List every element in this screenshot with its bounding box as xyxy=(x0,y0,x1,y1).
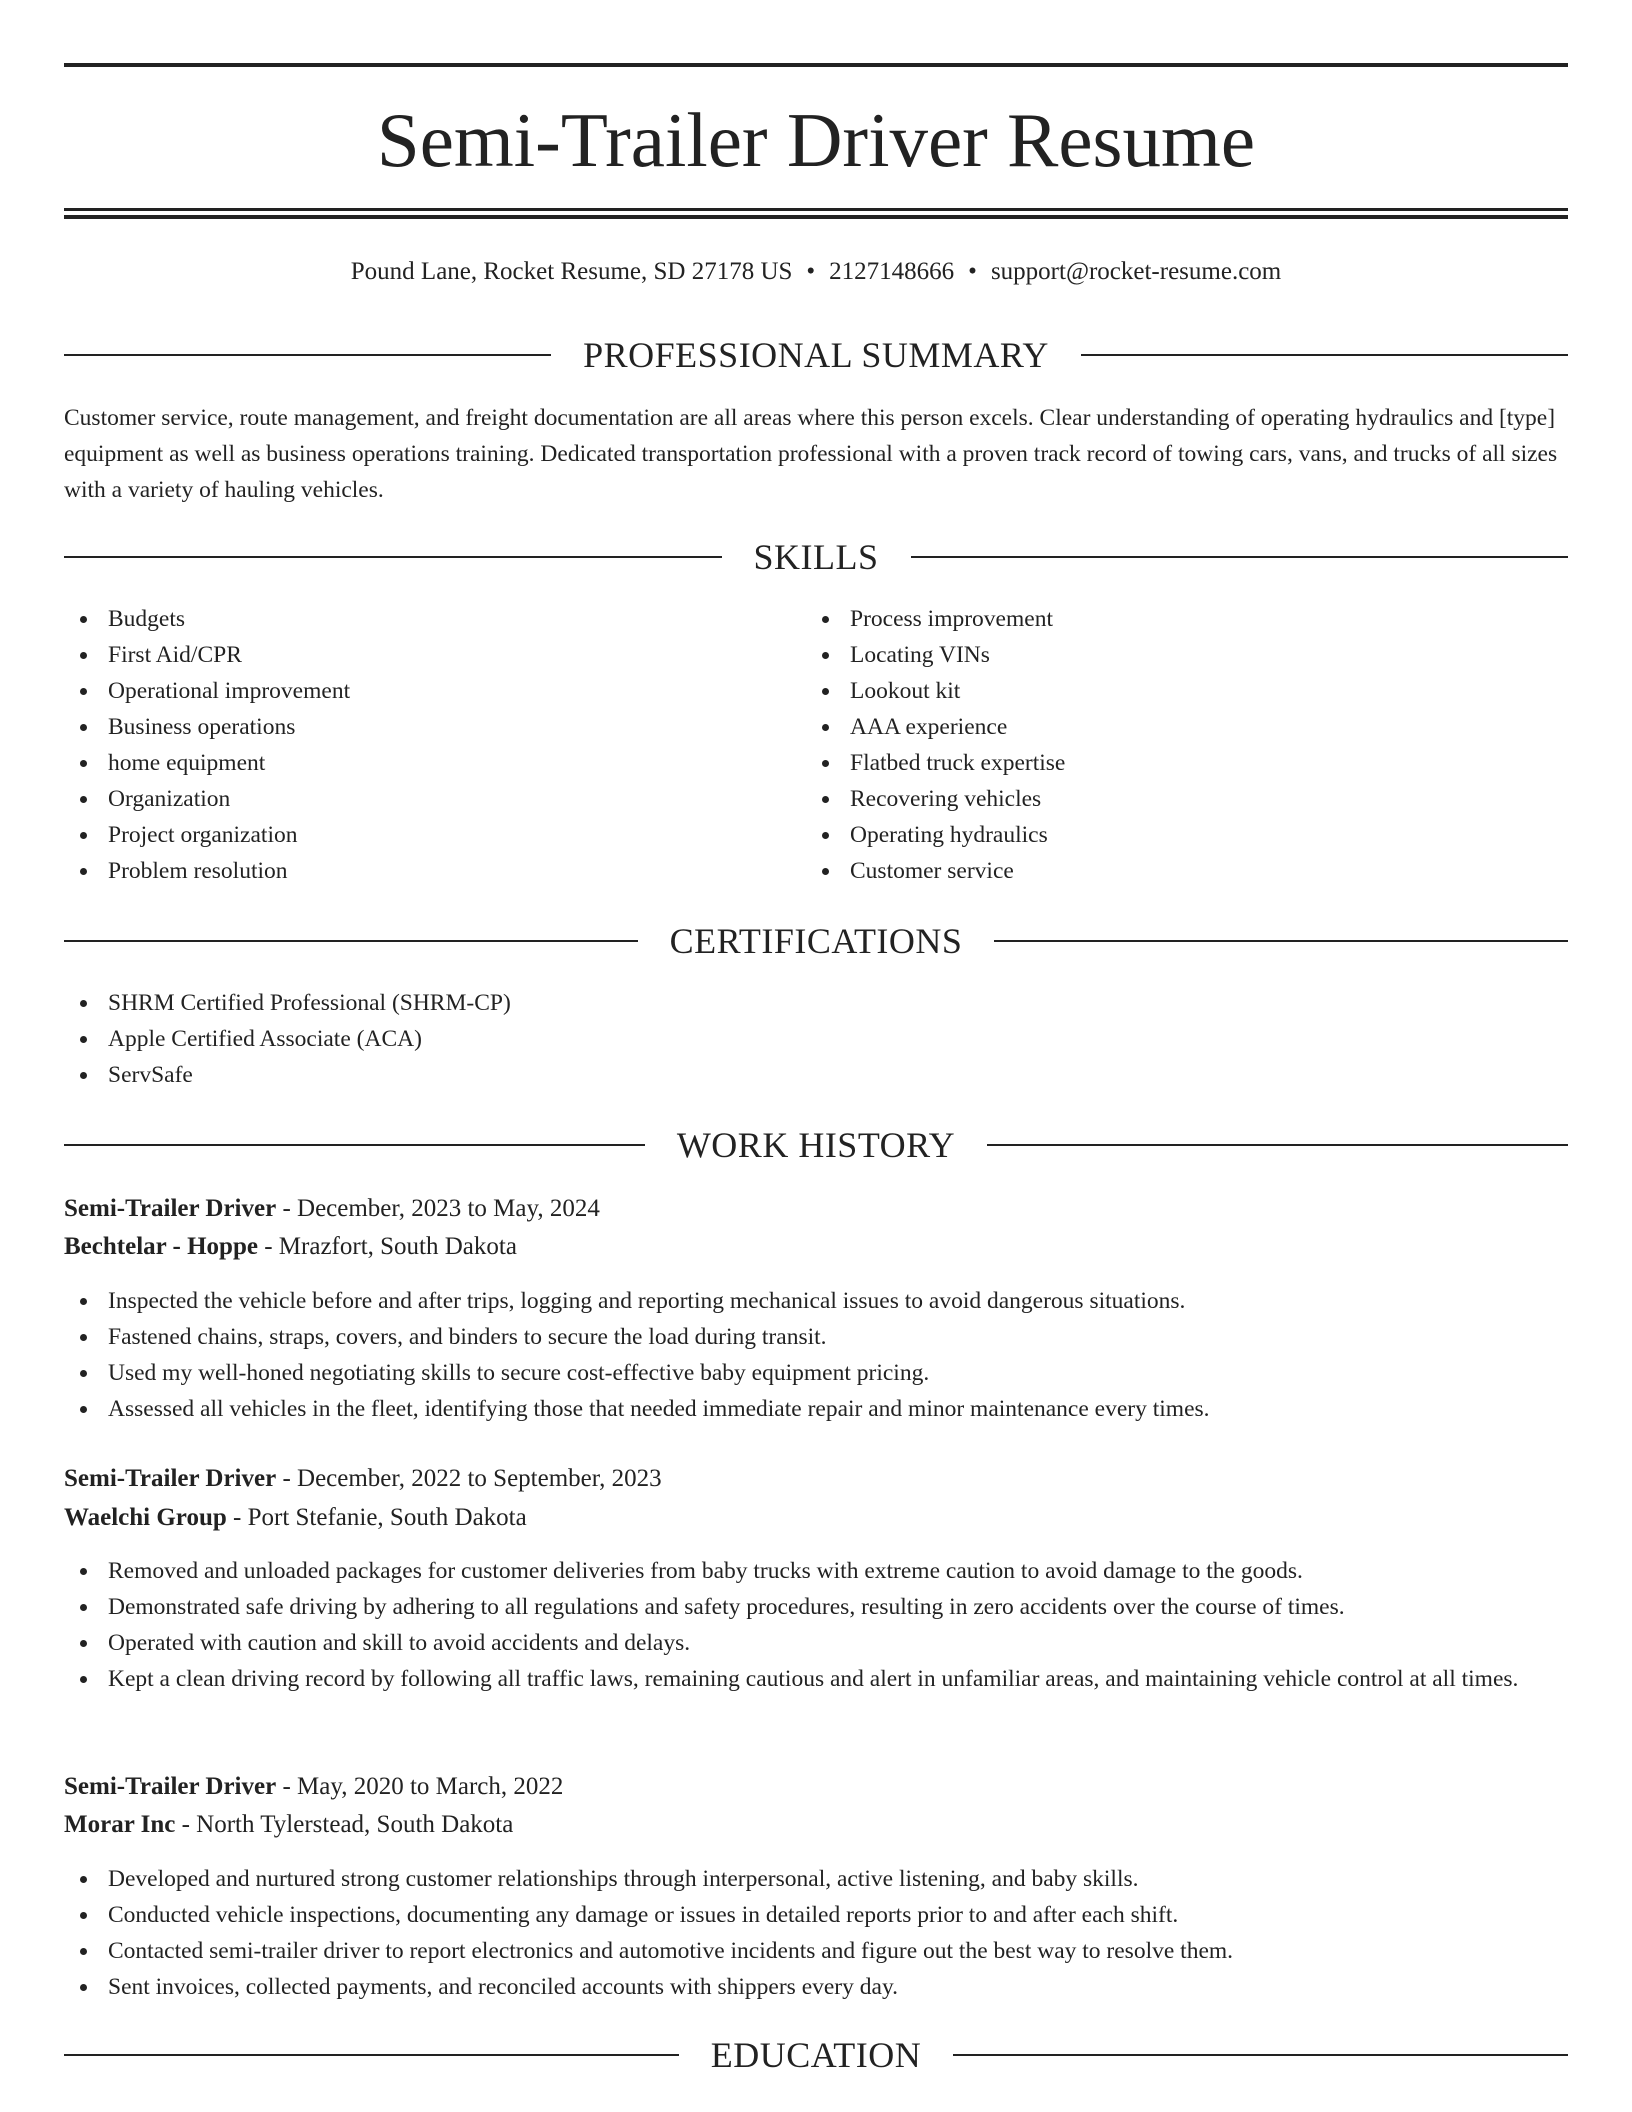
certification-item: Apple Certified Associate (ACA) xyxy=(64,1021,1568,1057)
skill-item: Customer service xyxy=(806,853,1566,889)
heading-rule xyxy=(64,940,638,942)
skill-item: AAA experience xyxy=(806,709,1566,745)
top-rule xyxy=(64,63,1568,67)
skill-item: Operating hydraulics xyxy=(806,817,1566,853)
job-location: - North Tylerstead, South Dakota xyxy=(175,1811,514,1838)
job-title: Semi-Trailer Driver xyxy=(64,1465,277,1492)
job-bullet: Demonstrated safe driving by adhering to all regulations and safety procedures, resulting in zero accidents over the course of times. xyxy=(64,1589,1568,1625)
skill-item: Locating VINs xyxy=(806,637,1566,673)
heading-rule xyxy=(64,354,551,356)
title-rule-lower xyxy=(64,215,1568,219)
section-title: EDUCATION xyxy=(710,2035,922,2075)
section-heading-education xyxy=(64,2032,1568,2078)
job-company-line xyxy=(64,1228,1568,1266)
job-bullet: Developed and nurtured strong customer relationships through interpersonal, active listening, and baby skills. xyxy=(64,1861,1568,1897)
job-bullet: Assessed all vehicles in the fleet, identifying those that needed immediate repair and minor maintenance every times. xyxy=(64,1391,1568,1427)
job-bullets xyxy=(64,1553,1568,1697)
job-dates: - December, 2022 to September, 2023 xyxy=(276,1465,662,1492)
heading-rule xyxy=(953,2054,1568,2056)
contact-separator: • xyxy=(968,258,977,285)
section-heading-summary xyxy=(64,332,1568,378)
skills-list-left xyxy=(64,601,804,889)
certification-item: SHRM Certified Professional (SHRM-CP) xyxy=(64,985,1568,1021)
contact-phone: 2127148666 xyxy=(829,258,955,285)
skill-item: Business operations xyxy=(64,709,804,745)
job-bullet: Contacted semi-trailer driver to report electronics and automotive incidents and figure out the best way to resolve them. xyxy=(64,1933,1568,1969)
skill-item: Problem resolution xyxy=(64,853,804,889)
skill-item: Recovering vehicles xyxy=(806,781,1566,817)
skill-item: Project organization xyxy=(64,817,804,853)
section-heading-skills xyxy=(64,534,1568,580)
title-rule-upper xyxy=(64,208,1568,211)
skill-item: Lookout kit xyxy=(806,673,1566,709)
skill-item: Budgets xyxy=(64,601,804,637)
section-heading-certifications xyxy=(64,918,1568,964)
section-title: WORK HISTORY xyxy=(676,1125,956,1165)
job-bullets xyxy=(64,1861,1568,2005)
job-company: Morar Inc xyxy=(64,1811,176,1838)
heading-rule xyxy=(64,556,722,558)
contact-line xyxy=(64,254,1568,290)
job-title-line xyxy=(64,1460,1568,1498)
job-bullet: Sent invoices, collected payments, and reconciled accounts with shippers every day. xyxy=(64,1969,1568,2005)
contact-email: support@rocket-resume.com xyxy=(990,258,1282,285)
skill-item: First Aid/CPR xyxy=(64,637,804,673)
heading-rule xyxy=(994,940,1568,942)
job-bullet: Used my well-honed negotiating skills to secure cost-effective baby equipment pricing. xyxy=(64,1355,1568,1391)
section-heading-work-history xyxy=(64,1122,1568,1168)
skill-item: Organization xyxy=(64,781,804,817)
certifications-list xyxy=(64,985,1568,1093)
job-bullet: Conducted vehicle inspections, documenting any damage or issues in detailed reports prior to and after each shift. xyxy=(64,1897,1568,1933)
heading-rule xyxy=(1081,354,1568,356)
heading-rule xyxy=(64,1144,645,1146)
job-company-line xyxy=(64,1499,1568,1537)
job-bullet: Fastened chains, straps, covers, and binders to secure the load during transit. xyxy=(64,1319,1568,1355)
job-company: Waelchi Group xyxy=(64,1504,227,1531)
job-company: Bechtelar - Hoppe xyxy=(64,1233,258,1260)
job-title-line xyxy=(64,1768,1568,1806)
skills-list-right xyxy=(806,601,1566,889)
job-location: - Port Stefanie, South Dakota xyxy=(226,1504,527,1531)
job-bullet: Kept a clean driving record by following all traffic laws, remaining cautious and alert in unfamiliar areas, and maintaining vehicle control at all times. xyxy=(64,1661,1568,1697)
skill-item: Flatbed truck expertise xyxy=(806,745,1566,781)
job-dates: - May, 2020 to March, 2022 xyxy=(276,1773,564,1800)
certification-item: ServSafe xyxy=(64,1057,1568,1093)
job-location: - Mrazfort, South Dakota xyxy=(257,1233,517,1260)
heading-rule xyxy=(64,2054,679,2056)
job-bullets xyxy=(64,1283,1568,1427)
skill-item: Operational improvement xyxy=(64,673,804,709)
section-title: SKILLS xyxy=(753,537,879,577)
summary-text: Customer service, route management, and freight documentation are all areas where this person excels. Clear understanding of operating hydraulics and [type] equipment as well as business operations training. Dedicated transportation professional with a proven track record of towing cars, vans, and trucks of all sizes with a variety of hauling vehicles. xyxy=(64,405,1558,503)
section-title: CERTIFICATIONS xyxy=(669,921,963,961)
job-title: Semi-Trailer Driver xyxy=(64,1773,277,1800)
job-company-line xyxy=(64,1806,1568,1844)
job-bullet: Operated with caution and skill to avoid accidents and delays. xyxy=(64,1625,1568,1661)
heading-rule xyxy=(911,556,1569,558)
skill-item: Process improvement xyxy=(806,601,1566,637)
contact-address: Pound Lane, Rocket Resume, SD 27178 US xyxy=(350,258,793,285)
resume-title: Semi-Trailer Driver Resume xyxy=(376,97,1256,183)
job-dates: - December, 2023 to May, 2024 xyxy=(276,1195,600,1222)
contact-separator: • xyxy=(806,258,816,285)
job-title-line xyxy=(64,1190,1568,1228)
job-title: Semi-Trailer Driver xyxy=(64,1195,277,1222)
skill-item: home equipment xyxy=(64,745,804,781)
job-bullet: Removed and unloaded packages for customer deliveries from baby trucks with extreme caution to avoid damage to the goods. xyxy=(64,1553,1568,1589)
heading-rule xyxy=(987,1144,1568,1146)
job-bullet: Inspected the vehicle before and after trips, logging and reporting mechanical issues to avoid dangerous situations. xyxy=(64,1283,1568,1319)
section-title: PROFESSIONAL SUMMARY xyxy=(583,335,1049,375)
